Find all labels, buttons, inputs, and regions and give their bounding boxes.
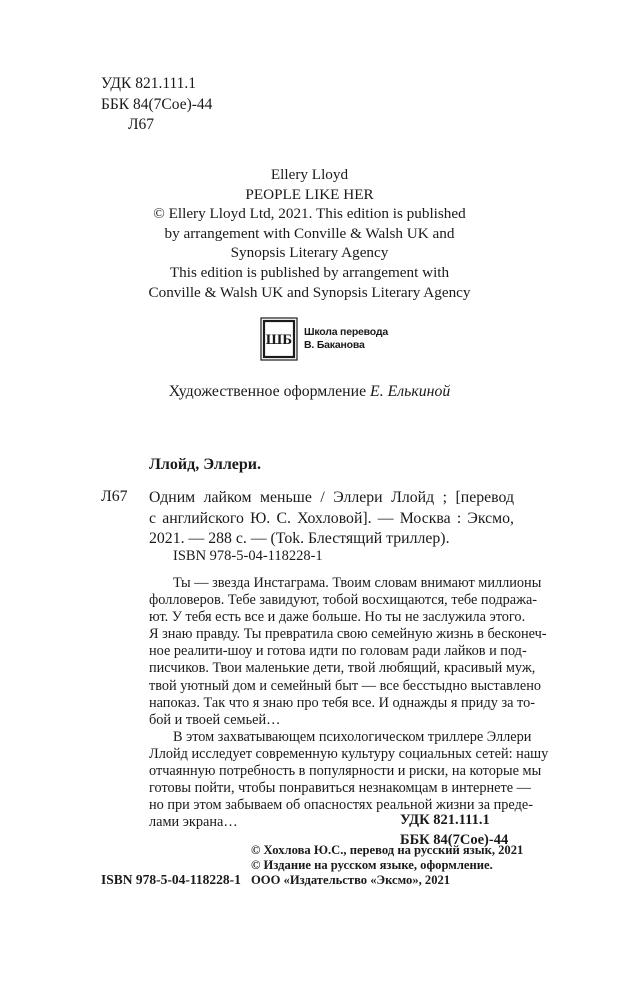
original-author: Ellery Lloyd [270,166,349,183]
art-design-credit [0,383,619,401]
logo-caption [304,326,388,352]
original-copyright-line: by arrangement with Conville & Walsh UK and [164,224,455,242]
annotation [149,575,549,831]
translation-school-logo [260,317,390,361]
annotation-line: готовы пойти, чтобы понравиться незнакомцам в интернете — [149,780,531,797]
bottom-isbn: ISBN 978-5-04-118228-1 [101,872,241,887]
top-classification-codes [101,74,212,136]
catalog-entry-line: Одним лайком меньше / Эллери Ллойд ; [перевод [149,489,514,506]
author-mark: Л67 [128,116,155,133]
annotation-line: писчиков. Твои маленькие дети, твой любящий, красивый муж, [149,660,536,677]
annotation-line: фолловеров. Тебе завидуют, тобой восхищаются, тебе подража- [149,592,538,609]
original-edition-block [0,165,619,302]
bottom-bbk-code: ББК 84(7Сое)-44 [400,831,509,848]
original-copyright-line: Synopsis Literary Agency [230,244,389,262]
annotation-line: бой и твоей семьей… [149,711,281,728]
logo-emblem-icon [260,317,298,361]
original-copyright-line: Conville & Walsh UK and Synopsis Literary Agency [148,283,471,301]
bottom-udk-code: УДК 821.111.1 [400,812,490,828]
logo-line: В. Баканова [304,339,365,351]
annotation-line: ное реалити-шоу и готова идти по головам ради лайков и под- [149,643,527,660]
catalog-entry-line: 2021. — 288 с. — (Tok. Блестящий триллер). [149,530,450,547]
catalog-author-heading: Ллойд, Эллери. [149,456,262,473]
annotation-line: Ллойд исследует современную культуру социальных сетей: нашу [149,745,549,762]
bbk-code: ББК 84(7Сое)-44 [101,95,213,113]
catalog-entry-line: с английского Ю. С. Хохловой]. — Москва : Эксмо, [149,509,514,527]
annotation-line: Я знаю правду. Ты превратила свою семейную жизнь в бесконеч- [149,626,547,643]
logo-line: Школа перевода [304,326,388,338]
catalog-entry [149,488,514,550]
annotation-line: лами экрана… [149,814,238,831]
copyright-block [251,843,523,887]
original-copyright-line: © Ellery Lloyd Ltd, 2021. This edition is published [153,205,466,223]
annotation-line: В этом захватывающем психологическом триллере Эллери [173,728,532,745]
annotation-line: Ты — звезда Инстаграма. Твоим словам внимают миллионы [173,575,542,591]
art-design-label: Художественное оформление [168,383,367,400]
copyright-line: ООО «Издательство «Эксмо», 2021 [251,872,451,887]
art-designer-name: Е. Елькиной [370,383,451,400]
original-copyright-line: This edition is published by arrangement with [169,263,450,281]
original-title: PEOPLE LIKE HER [245,185,374,203]
annotation-line: ют. У тебя есть все и даже больше. Но ты не заслужила этого. [149,609,526,626]
logo-monogram: ШБ [265,332,293,348]
annotation-line: твой уютный дом и семейный быт — все бесстыдно выставлено [149,677,542,694]
annotation-line: отчаянную потребность в популярности и риски, на которые мы [149,763,542,780]
udk-code: УДК 821.111.1 [101,75,197,92]
annotation-line: но при этом забываем об опасностях реальной жизни за преде- [149,797,533,814]
copyright-line: © Хохлова Ю.С., перевод на русский язык, 2021 [251,843,524,857]
copyright-line: © Издание на русском языке, оформление. [251,857,493,872]
catalog-isbn: ISBN 978-5-04-118228-1 [173,548,323,564]
catalog-mark: Л67 [101,488,128,505]
annotation-line: напоказ. Так что я знаю про тебя все. И однажды я приду за то- [149,694,535,711]
